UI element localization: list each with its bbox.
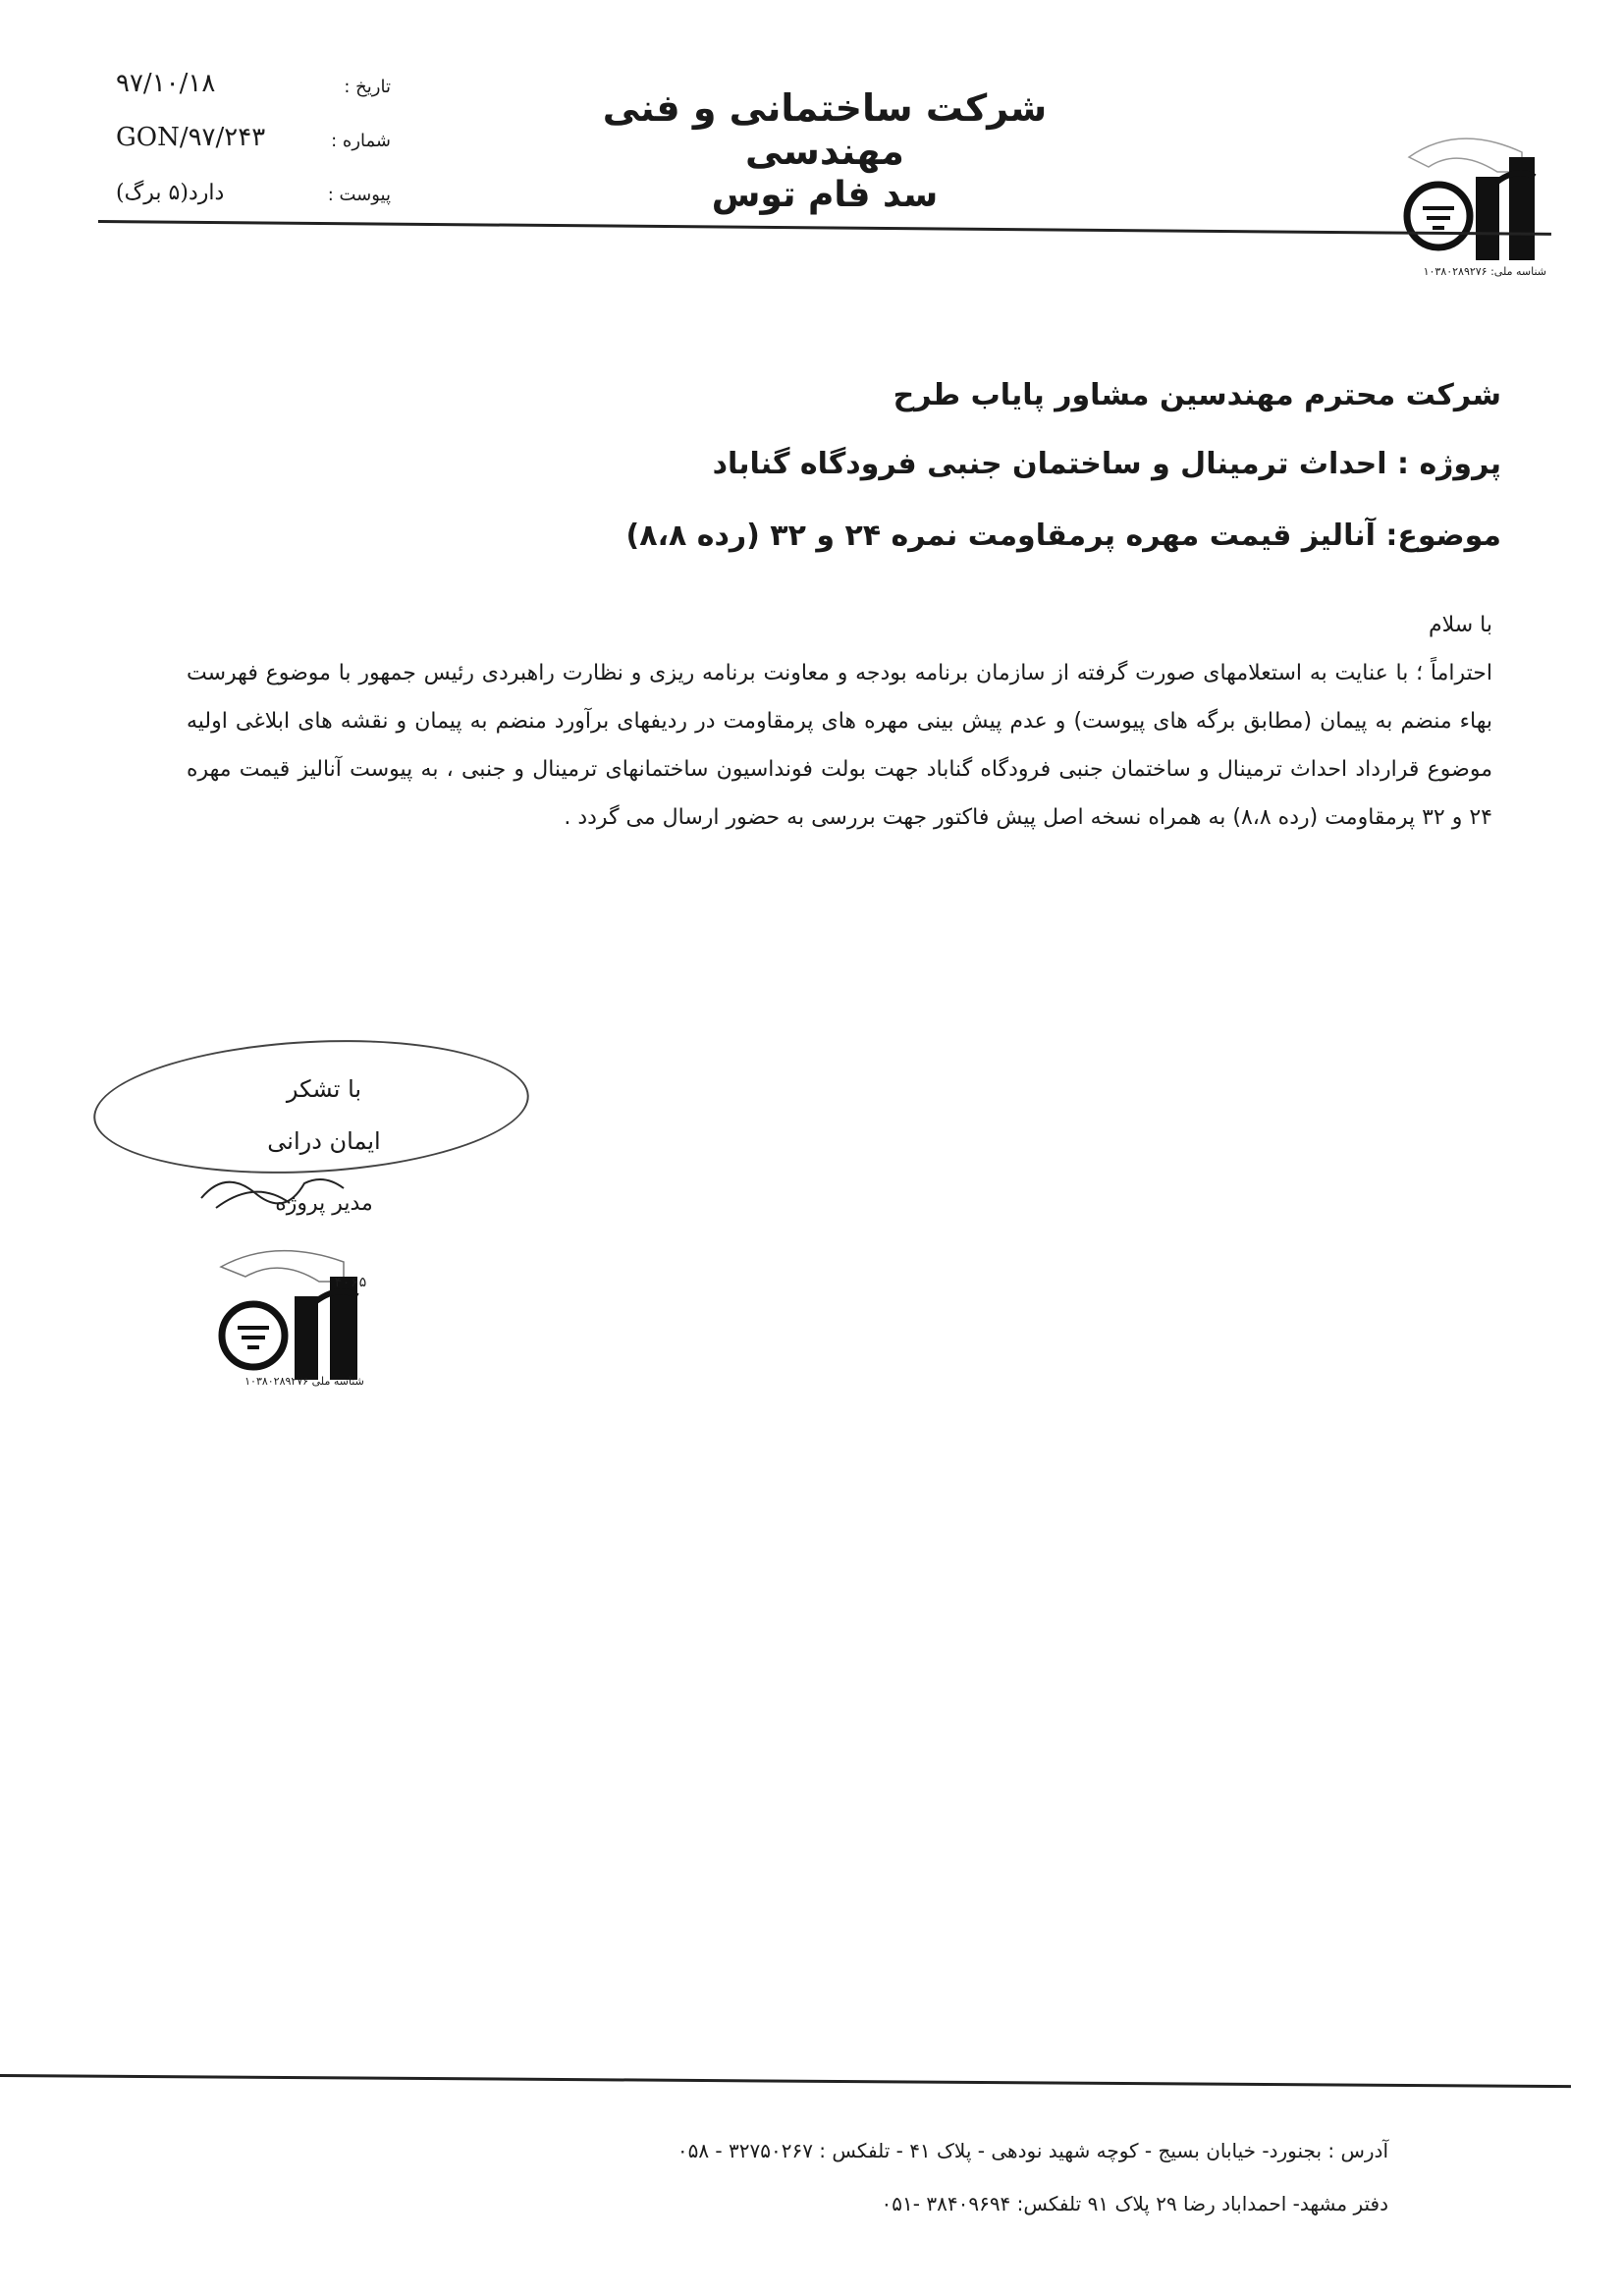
attachment-label: پیوست :: [327, 185, 391, 205]
footer-divider: [0, 2074, 1571, 2088]
footer-address-mashhad: دفتر مشهد- احمداباد رضا ۲۹ پلاک ۹۱ تلفکس: ۳۸۴۰۹۶۹۴ -۰۵۱: [881, 2192, 1388, 2215]
company-logo-icon: [1389, 128, 1556, 265]
date-row: [116, 69, 391, 104]
project-line: پروژه : احداث ترمینال و ساختمان جنبی فرودگاه گناباد: [712, 447, 1501, 481]
number-value: GON/۹۷/۲۴۳: [116, 123, 266, 152]
logo-national-id: شناسه ملی: ۱۰۳۸۰۲۸۹۲۷۶: [1423, 265, 1546, 278]
signature-name: ایمان درانی: [267, 1127, 381, 1155]
date-value: ۹۷/۱۰/۱۸: [116, 69, 216, 98]
date-label: تاریخ :: [344, 77, 391, 97]
signature-title: مدیر پروژه: [275, 1191, 373, 1216]
stamp-national-id: شناسه ملی ۱۰۳۸۰۲۸۹۲۷۶: [244, 1375, 364, 1388]
body-paragraph: احتراماً ؛ با عنایت به استعلامهای صورت گرفته از سازمان برنامه بودجه و معاونت برنامه ریزی و نظارت راهبردی رئیس جمهور با موضوع فهرست بهاء منضم به پیمان (مطابق برگه های پیوست) و عدم پیش بینی مهره های پرمقاومت در ردیفهای برآورد منضم به پیمان و نقشه های ابلاغی اولیه موضوع قرارداد احداث ترمینال و ساختمان جنبی فرودگاه گناباد جهت بولت فونداسیون ساختمانهای ترمینال و جنبی ، به پیوست آنالیز قیمت مهره ۲۴ و ۳۲ پرمقاومت (رده ۸،۸) به همراه نسخه اصل پیش فاکتور جهت بررسی به حضور ارسال می گردد .: [187, 661, 1492, 830]
header-divider: [98, 220, 1551, 236]
footer-address-main: آدرس : بجنورد- خیابان بسیج - کوچه شهید نودهی - پلاک ۴۱ - تلفکس : ۳۲۷۵۰۲۶۷ - ۰۵۸: [677, 2139, 1388, 2162]
number-row: [116, 123, 391, 158]
signature-thanks: با تشکر: [286, 1075, 362, 1103]
company-subname: سد فام توس: [711, 175, 939, 215]
subject-line: موضوع: آنالیز قیمت مهره پرمقاومت نمره ۲۴ و ۳۲ (رده ۸،۸): [625, 519, 1501, 553]
number-label: شماره :: [331, 131, 391, 151]
stamp-number: ۴۰۶۵: [334, 1275, 367, 1290]
recipient: شرکت محترم مهندسین مشاور پایاب طرح: [893, 378, 1501, 412]
letter-body: [187, 601, 1492, 842]
attachment-value: دارد(۵ برگ): [116, 181, 225, 205]
handwritten-signature-icon: [196, 1159, 353, 1218]
company-name: شرکت ساختمانی و فنی مهندسی: [602, 86, 1048, 173]
attachment-row: [116, 177, 391, 212]
greeting: با سلام: [1428, 613, 1492, 637]
company-stamp-icon: [206, 1237, 383, 1385]
